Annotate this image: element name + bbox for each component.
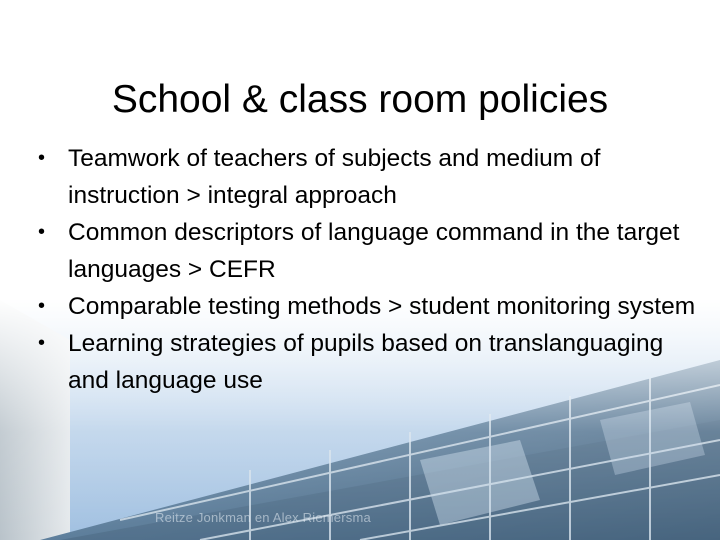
slide-title: School & class room policies <box>111 78 609 121</box>
bullet-item <box>38 214 708 288</box>
bullet-text: Comparable testing methods > student monitoring system <box>68 293 696 320</box>
bullet-item <box>38 288 708 325</box>
bullet-item <box>38 325 708 399</box>
bullet-dot-icon: • <box>38 295 46 317</box>
bullet-text: Common descriptors of language command in the target languages > CEFR <box>68 219 680 283</box>
bullet-dot-icon: • <box>38 221 46 243</box>
slide-footer: Reitze Jonkman en Alex Riemersma <box>155 510 371 525</box>
bullet-list <box>38 140 708 399</box>
bullet-dot-icon: • <box>38 147 46 169</box>
bullet-dot-icon: • <box>38 332 46 354</box>
bullet-text: Learning strategies of pupils based on translanguaging and language use <box>68 330 664 394</box>
bullet-text: Teamwork of teachers of subjects and medium of instruction > integral approach <box>68 145 601 209</box>
bullet-item <box>38 140 708 214</box>
